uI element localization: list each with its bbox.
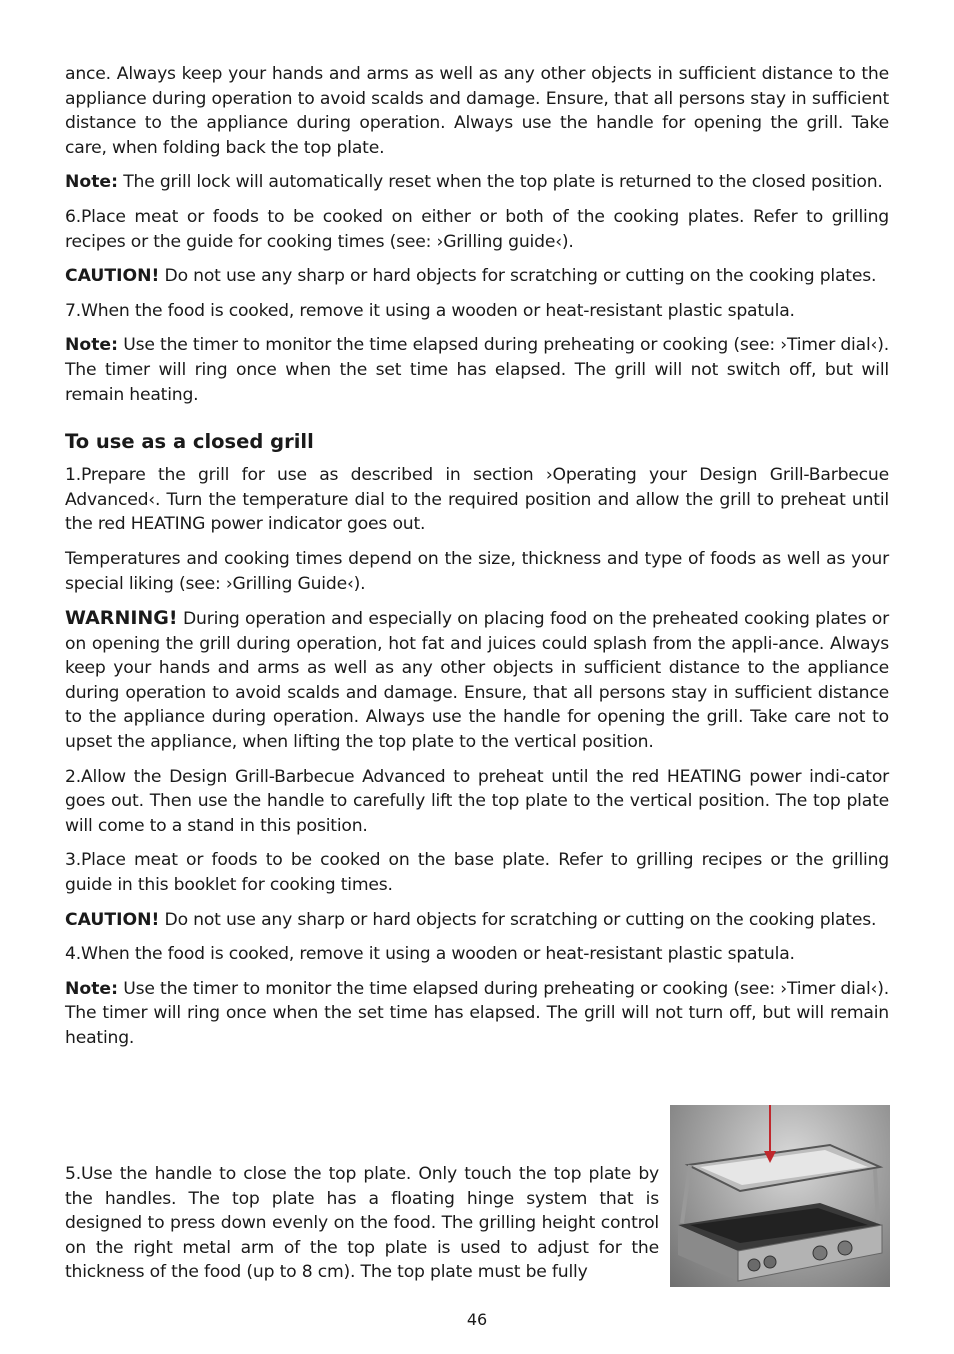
- step-7: 7.When the food is cooked, remove it using a wooden or heat-resistant plastic spatula.: [65, 300, 795, 321]
- warning-label: WARNING!: [65, 607, 178, 630]
- section-heading: To use as a closed grill: [65, 430, 314, 454]
- note-label: Note:: [65, 335, 118, 356]
- caution-label: CAUTION!: [65, 266, 160, 287]
- page-content: [65, 62, 889, 1051]
- caution-paragraph: CAUTION! Do not use any sharp or hard objects for scratching or cutting on the cooking plates.: [65, 909, 877, 930]
- top-paragraphs: [65, 62, 889, 407]
- caution-paragraph: CAUTION! Do not use any sharp or hard objects for scratching or cutting on the cooking plates.: [65, 266, 877, 287]
- step-5-block: [65, 1162, 659, 1285]
- step-1: 1.Prepare the grill for use as described in section ›Operating your Design Grill-Barbecue Advanced‹. Turn the temperature dial to the required position and allow the grill to preheat until the red HEATING power indicator goes out.: [65, 465, 889, 535]
- note-paragraph: Note: The grill lock will automatically reset when the top plate is returned to the closed position.: [65, 172, 883, 193]
- section-paragraphs: [65, 463, 889, 1050]
- note-paragraph: Note: Use the timer to monitor the time elapsed during preheating or cooking (see: ›Timer dial‹). The timer will ring once when the set time has elapsed. The grill will not switch off, but will remain heating.: [65, 335, 889, 405]
- caution-label: CAUTION!: [65, 909, 160, 930]
- note-label: Note:: [65, 978, 118, 999]
- step-5: 5.Use the handle to close the top plate. Only touch the top plate by the handles. The top plate has a floating hinge system that is designed to press down evenly on the food. The grilling height control on the right metal arm of the top plate is used to adjust for the thickness of the food (up to 8 cm). The top plate must be fully: [65, 1164, 659, 1283]
- warning-paragraph: WARNING! During operation and especially on placing food on the preheated cooking plates or on opening the grill during operation, hot fat and juices could splash from the appli-ance. Always keep your hands and arms as well as any other objects in sufficient distance to the appliance during operation to avoid scalds and damage. Ensure, that all persons stay in sufficient distance to the appliance during operation. Always use the handle for opening the grill. Take care not to upset the appliance, when lifting the top plate to the vertical position.: [65, 607, 889, 753]
- grill-illustration: [670, 1105, 890, 1287]
- step-4: 4.When the food is cooked, remove it using a wooden or heat-resistant plastic spatula.: [65, 944, 795, 965]
- grill-photo: [670, 1105, 890, 1287]
- page-number: 46: [466, 1310, 488, 1329]
- step-2: 2.Allow the Design Grill-Barbecue Advanced to preheat until the red HEATING power indi-cator goes out. Then use the handle to carefully lift the top plate to the vertical position. The top plate will come to a stand in this position.: [65, 766, 889, 836]
- note-label: Note:: [65, 172, 118, 193]
- note-paragraph: Note: Use the timer to monitor the time elapsed during preheating or cooking (see: ›Timer dial‹). The timer will ring once when the set time has elapsed. The grill will not turn off, but will remain heating.: [65, 978, 889, 1048]
- paragraph: ance. Always keep your hands and arms as well as any other objects in sufficient distance to the appliance during operation to avoid scalds and damage. Ensure, that all persons stay in sufficient distance to the appliance during operation. Always use the handle for opening the grill. Take care, when folding back the top plate.: [65, 64, 889, 158]
- step-6: 6.Place meat or foods to be cooked on either or both of the cooking plates. Refer to grilling recipes or the guide for cooking times (see: ›Grilling guide‹).: [65, 206, 889, 252]
- step-3: 3.Place meat or foods to be cooked on the base plate. Refer to grilling recipes or the grilling guide in this booklet for cooking times.: [65, 850, 889, 896]
- paragraph: Temperatures and cooking times depend on the size, thickness and type of foods as well as your special liking (see: ›Grilling Guide‹).: [65, 548, 889, 594]
